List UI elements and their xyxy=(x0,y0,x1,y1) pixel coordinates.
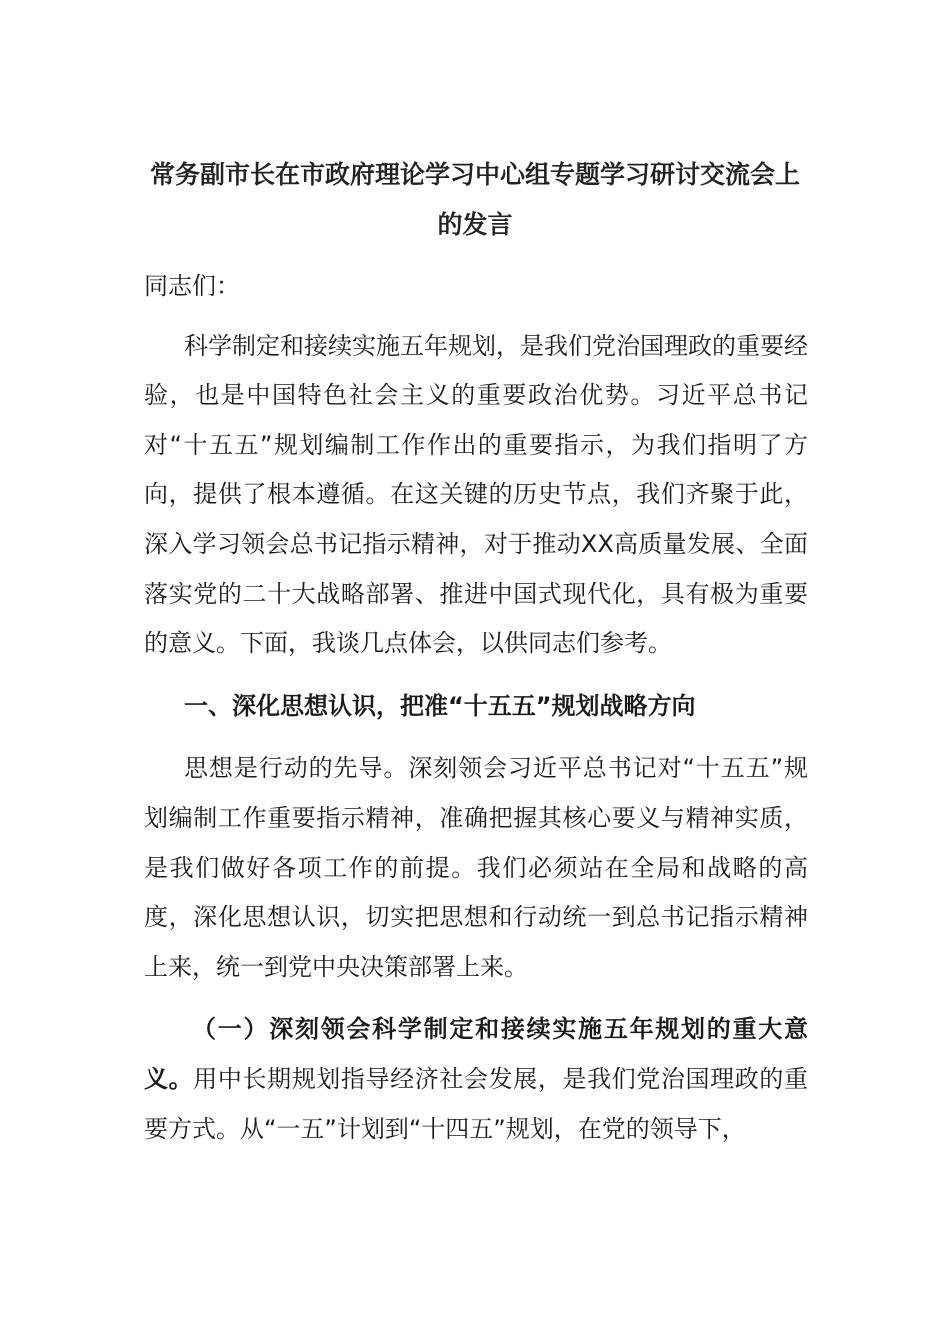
intro-paragraph: 科学制定和接续实施五年规划，是我们党治国理政的重要经验，也是中国特色社会主义的重要政治优势。习近平总书记对“十五五”规划编制工作作出的重要指示，为我们指明了方向，提供了根本遵循。在这关键的历史节点，我们齐聚于此，深入学习领会总书记指示精神，对于推动XX高质量发展、全面落实党的二十大战略部署、推进中国式现代化，具有极为重要的意义。下面，我谈几点体会，以供同志们参考。 xyxy=(144,331,808,658)
document-body xyxy=(144,262,808,1154)
greeting: 同志们： xyxy=(144,272,240,300)
subsection-1-paragraph xyxy=(144,1005,808,1154)
section-heading-1: 一、深化思想认识，把准“十五五”规划战略方向 xyxy=(184,691,696,720)
subsection-1-body: 用中长期规划指导经济社会发展，是我们党治国理政的重要方式。从“一五”计划到“十四五”规划，在党的领导下， xyxy=(144,1064,809,1143)
document-title: 常务副市长在市政府理论学习中心组专题学习研讨交流会上的发言 xyxy=(149,160,800,239)
subsection-1-heading: （一）深刻领会科学制定和接续实施五年规划的重大意义。 xyxy=(144,1015,808,1093)
section-1-paragraph: 思想是行动的先导。深刻领会习近平总书记对“十五五”规划编制工作重要指示精神，准确把握其核心要义与精神实质，是我们做好各项工作的前提。我们必须站在全局和战略的高度，深化思想认识，切实把思想和行动统一到总书记指示精神上来，统一到党中央决策部署上来。 xyxy=(144,754,808,981)
